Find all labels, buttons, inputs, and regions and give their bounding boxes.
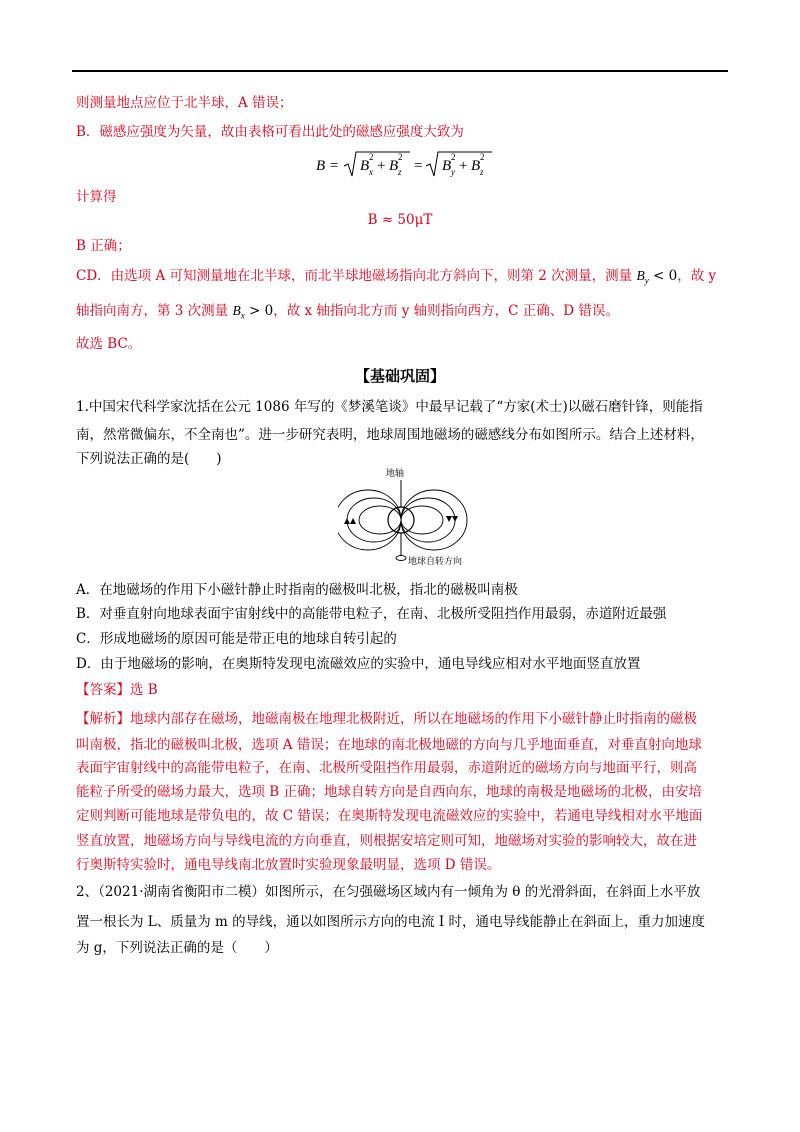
q1-option-d: D．由于地磁场的影响，在奥斯特发现电流磁效应的实验中，通电导线应相对水平地面竖直放置 (76, 656, 641, 672)
formula-sub-y: y (451, 167, 455, 177)
bx-subscript: x (240, 310, 245, 321)
q1-stem-line-1: 1.中国宋代科学家沈括在公元 1086 年写的《梦溪笔谈》中最早记载了“方家(术士)以磁石磨针锋，则能指 (76, 399, 703, 415)
prev-solution-line-8: 故选 BC。 (76, 336, 142, 352)
q1-analysis-line-2: 叫南极，指北的磁极叫北极，选项 A 错误；在地球的南北极地磁的方向与几乎地面垂直，对垂直射向地球 (76, 737, 702, 753)
bx-ineq: > 0 (249, 303, 274, 319)
prev-solution-line-6 (76, 266, 736, 291)
formula-sup2: 2 (398, 152, 403, 162)
by-subscript: y (644, 275, 649, 286)
prev-solution-line-2: B．磁感应强度为矢量，故由表格可看出此处的磁感应强度大致为 (76, 124, 464, 140)
formula-sup4: 2 (480, 152, 485, 162)
formula-b4: B (471, 158, 481, 174)
q1-analysis-line-4: 能粒子所受的磁场力最大，选项 B 正确；地球自转方向是自西向东，地球的南极是地磁场的北极，由安培 (76, 784, 703, 800)
q2-stem-line-3: 为 g，下列说法正确的是（ ） (76, 940, 278, 956)
formula-plus2: + (459, 158, 468, 174)
q2-stem-line-2: 置一根长为 L、质量为 m 的导线，通以如图所示方向的电流 I 时，通电导线能静止在斜面上，重力加速度 (76, 914, 706, 930)
q1-option-c: C．形成地磁场的原因可能是带正电的地球自转引起的 (76, 631, 397, 647)
line7-text-b: ，故 x 轴指向北方而 y 轴则指向西方，C 正确、D 错误。 (273, 303, 619, 319)
line7-text-a: 轴指向南方，第 3 次测量 (76, 303, 229, 319)
formula-b1: B (360, 158, 370, 174)
formula-sup3: 2 (451, 152, 456, 162)
formula-b3: B (442, 158, 452, 174)
q1-analysis-line-6: 竖直放置，地磁场方向与导线电流的方向垂直，则根据安培定则可知，地磁场对实验的影响较大，故在进 (76, 833, 697, 849)
fig-axis-label: 地轴 (386, 469, 405, 479)
bx-inequality (232, 303, 273, 319)
line6-text-b: ，故 y (677, 268, 717, 284)
prev-solution-line-7 (76, 301, 736, 326)
q1-stem-line-3: 下列说法正确的是( ) (76, 451, 222, 467)
magnitude-formula (314, 148, 494, 182)
earth-field-diagram (338, 464, 468, 570)
magnitude-formula-svg (314, 148, 494, 182)
by-ineq: < 0 (653, 268, 678, 284)
by-inequality (636, 268, 677, 284)
prev-solution-line-5: B 正确； (76, 238, 131, 254)
formula-lhs: B = (316, 158, 340, 174)
prev-solution-line-1: 则测量地点应位于北半球，A 错误； (76, 95, 293, 111)
formula-sup1: 2 (369, 152, 374, 162)
formula-sub-z2: z (480, 167, 484, 177)
formula-eq: = (414, 158, 423, 174)
q1-option-a: A．在地磁场的作用下小磁针静止时指南的磁极叫北极，指北的磁极叫南极 (76, 582, 518, 598)
formula-b2: B (389, 158, 399, 174)
q1-answer: 【答案】选 B (76, 682, 158, 698)
header-rule (72, 70, 728, 72)
q1-stem-line-2: 南，然常微偏东，不全南也”。进一步研究表明，地球周围地磁场的磁感线分布如图所示。结合上述材料， (76, 427, 704, 443)
fig-rotation-label: 地球自转方向 (408, 557, 463, 567)
q1-option-b: B．对垂直射向地球表面宇宙射线中的高能带电粒子，在南、北极所受阻挡作用最弱，赤道附近最强 (76, 606, 667, 622)
q1-analysis-line-5: 定则判断可能地球是带负电的，故 C 错误；在奥斯特发现电流磁效应的实验中，若通电导线相对水平地面 (76, 808, 703, 824)
by-symbol: B (636, 268, 645, 283)
line6-text-a: CD．由选项 A 可知测量地在北半球，而北半球地磁场指向北方斜向下，则第 2 次测量，测量 (76, 268, 633, 284)
q1-analysis-line-7: 行奥斯特实验时，通电导线南北放置时实验现象最明显，选项 D 错误。 (76, 857, 501, 873)
section-title: 【基础巩固】 (354, 367, 445, 385)
q1-analysis-line-1: 【解析】地球内部存在磁场，地磁南极在地理北极附近，所以在地磁场的作用下小磁针静止时指南的磁极 (76, 711, 697, 727)
prev-solution-line-3: 计算得 (76, 189, 117, 205)
q2-stem-line-1: 2、（2021·湖南省衡阳市二模）如图所示，在匀强磁场区域内有一倾角为 θ 的光滑斜面，在斜面上水平放 (76, 884, 701, 900)
formula-plus1: + (377, 158, 386, 174)
computed-result: B ≈ 50μT (367, 212, 433, 228)
q1-analysis-line-3: 表面宇宙射线中的高能带电粒子，在南、北极所受阻挡作用最弱，赤道附近的磁场方向与地面平行，则高 (76, 760, 697, 776)
bx-symbol: B (232, 303, 241, 318)
formula-sub-x: x (369, 167, 373, 177)
geomagnetic-field-figure (338, 464, 468, 570)
formula-sub-z1: z (398, 167, 402, 177)
